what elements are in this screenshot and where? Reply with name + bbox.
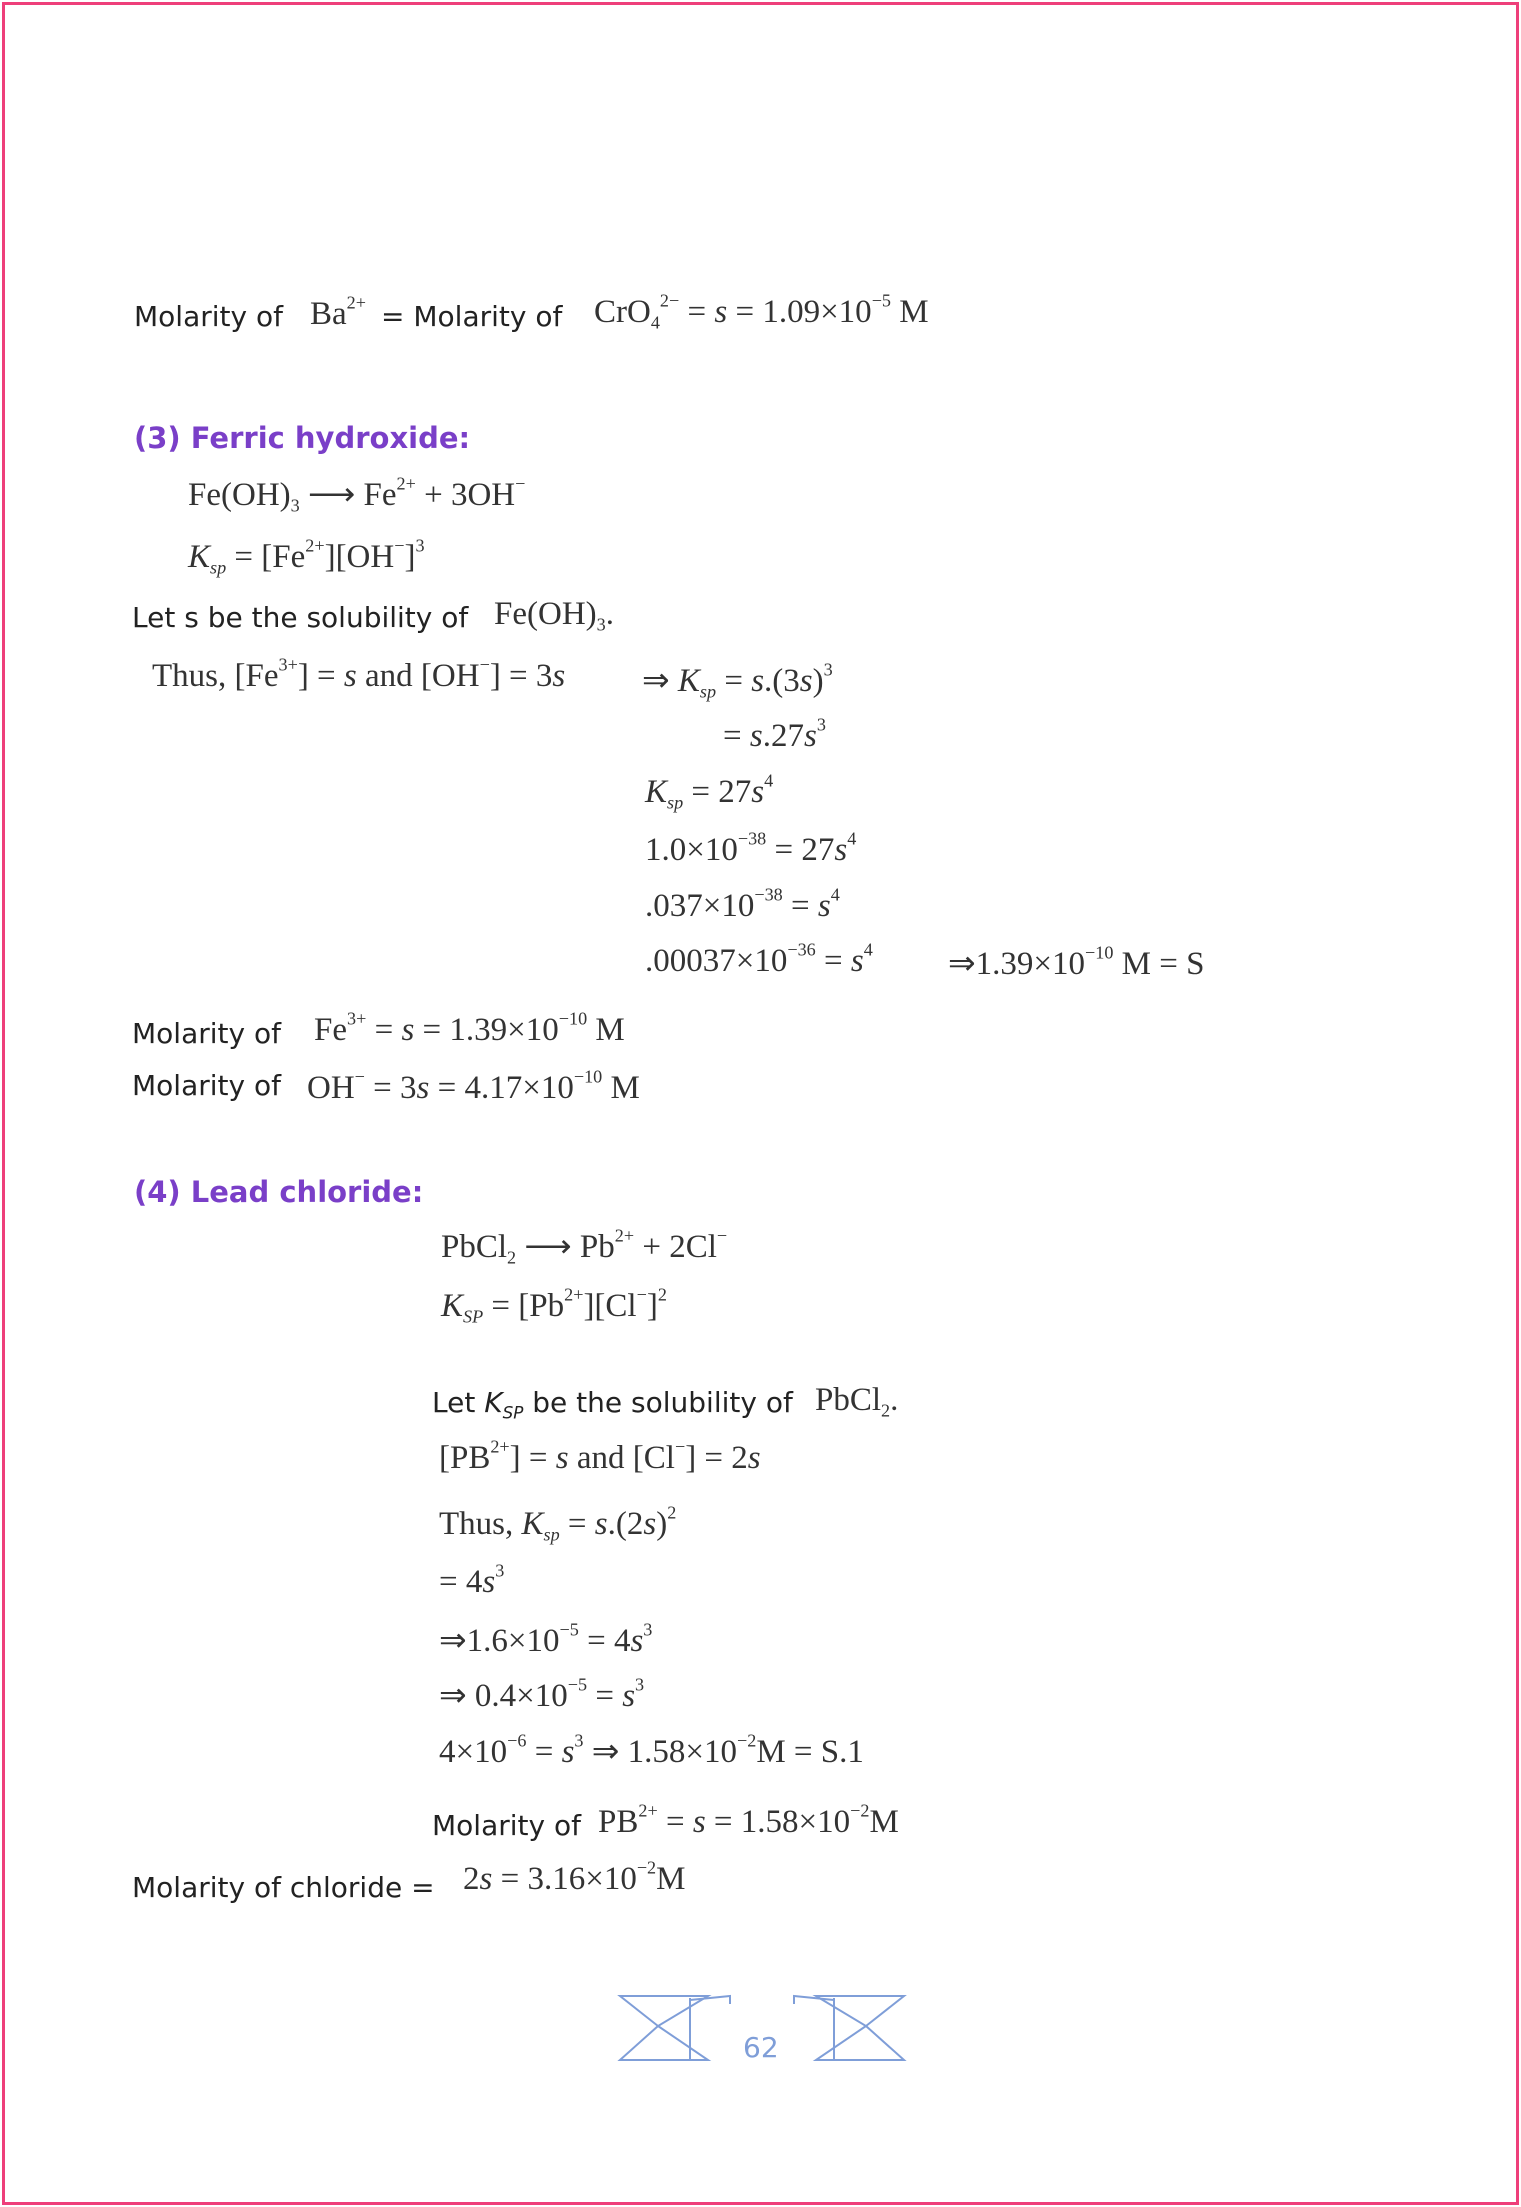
lead-step-4: ⇒ $0.4\times 10^{-5} = s^3$ [439,1674,645,1714]
page-number: 62 [743,2031,779,2064]
ferric-step-1: ⇒ $K_{sp} = s.(3s)^3$ [642,659,833,702]
pbcl2-formula: PbCl$_2$. [815,1382,899,1421]
ferric-concentrations: Thus, $[Fe^{3+}] = s$ and [OH−] = 3s [152,654,566,694]
molarity-ba-label: Molarity of [134,300,283,333]
ferric-step-5: $.037\times 10^{-38} = s^4$ [645,884,840,924]
ba-ion-formula: $Ba^{2+}$ [310,292,366,332]
lead-step-2: = $4s^3$ [439,1560,505,1600]
let-s-text: Let s be the solubility of [132,601,469,634]
molarity-oh-label: Molarity of [132,1069,281,1102]
molarity-chloride-equation: $2s = 3.16\times 10^{-2}M$ [463,1857,686,1897]
lead-dissociation-equation: PbCl$_2$ ⟶ $Pb^{2+} + 2Cl^-$ [441,1225,728,1268]
ferric-dissociation-equation: $Fe(OH)_3$ ⟶ $Fe^{2+} + 3OH^-$ [188,473,526,516]
molarity-fe-label: Molarity of [132,1017,281,1050]
lead-step-3: $\Rightarrow 1.6\times 10^{-5} = 4s^3$ [439,1619,653,1659]
heading-ferric-hydroxide: (3) Ferric hydroxide: [134,421,471,455]
ferric-step-3: $K_{sp} = 27s^4$ [645,770,774,813]
molarity-cro4-label: = Molarity of [381,300,563,333]
ferric-step-6: $.00037\times 10^{-36} = s^4$ [645,939,873,979]
lead-concentrations: $[PB^{2+}] = s$ and [Cl−] = 2s [439,1436,761,1476]
let-ksp-text: Let $K_{SP}$ be the solubility of [432,1386,793,1423]
feoh3-formula: $Fe(OH)_3$. [494,596,614,635]
lead-ksp-expression: $K_{SP} = [Pb^{2+}][Cl^-]^2$ [441,1284,667,1327]
ferric-step-4: $1.0\times 10^{-38} = 27s^4$ [645,828,857,868]
molarity-chloride-label: Molarity of chloride = [132,1871,435,1904]
cro4-equation: $CrO_4^{2-} = s = 1.09\times 10^{-5}$ M [594,290,929,333]
lead-step-1: Thus, $K_{sp} = s.(2s)^2$ [439,1502,677,1545]
molarity-pb-equation: $PB^{2+} = s = 1.58\times 10^{-2}M$ [598,1800,899,1840]
molarity-fe-equation: $Fe^{3+} = s = 1.39\times 10^{-10}$ M [314,1008,625,1048]
molarity-pb-label: Molarity of [432,1809,581,1842]
heading-lead-chloride: (4) Lead chloride: [134,1175,424,1209]
molarity-oh-equation: $OH^- = 3s = 4.17\times 10^{-10}$ M [307,1066,640,1106]
ferric-step-2: = $s.27s^3$ [723,714,826,754]
ferric-result: $\Rightarrow 1.39\times 10^{-10}$ M = S [948,942,1205,982]
lead-step-5: $4\times 10^{-6} = s^3$ ⇒ $1.58\times 10^{-2}M = S.1$ [439,1730,864,1770]
ferric-ksp-expression: $K_{sp} = [Fe^{2+}][OH^-]^3$ [188,535,425,578]
